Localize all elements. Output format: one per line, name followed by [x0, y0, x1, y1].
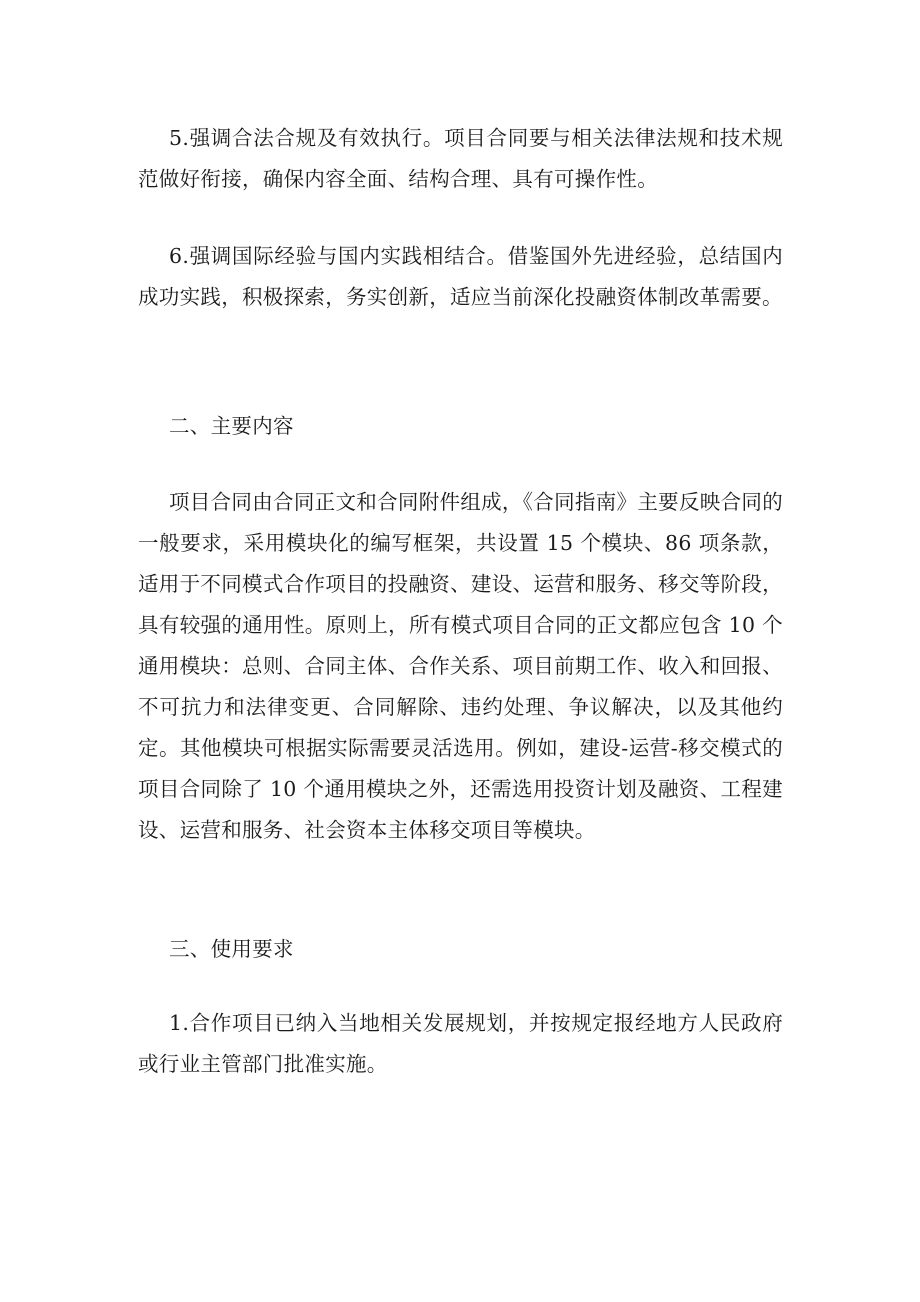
principle-5-paragraph: 5.强调合法合规及有效执行。项目合同要与相关法律法规和技术规范做好衔接，确保内容全面、结构合理、具有可操作性。: [138, 126, 783, 191]
requirement-1-paragraph: 1.合作项目已纳入当地相关发展规划，并按规定报经地方人民政府或行业主管部门批准实施。: [138, 1011, 783, 1076]
document-body: [138, 118, 783, 1085]
main-content-paragraph: 项目合同由合同正文和合同附件组成，《合同指南》主要反映合同的一般要求，采用模块化的编写框架，共设置 15 个模块、86 项条款，适用于不同模式合作项目的投融资、建设、运营和服务、移交等阶段，具有较强的通用性。原则上，所有模式项目合同的正文都应包含 10 个通用模块：总则、合同主体、合作关系、项目前期工作、收入和回报、不可抗力和法律变更、合同解除、违约处理、争议解决，以及其他约定。其他模块可根据实际需要灵活选用。例如，建设-运营-移交模式的项目合同除了 10 个通用模块之外，还需选用投资计划及融资、工程建设、运营和服务、社会资本主体移交项目等模块。: [138, 490, 783, 842]
section-heading-usage-requirements: 三、使用要求: [169, 937, 294, 961]
principle-6-paragraph: 6.强调国际经验与国内实践相结合。借鉴国外先进经验，总结国内成功实践，积极探索，务实创新，适应当前深化投融资体制改革需要。: [138, 244, 783, 309]
section-heading-main-content: 二、主要内容: [169, 414, 294, 438]
